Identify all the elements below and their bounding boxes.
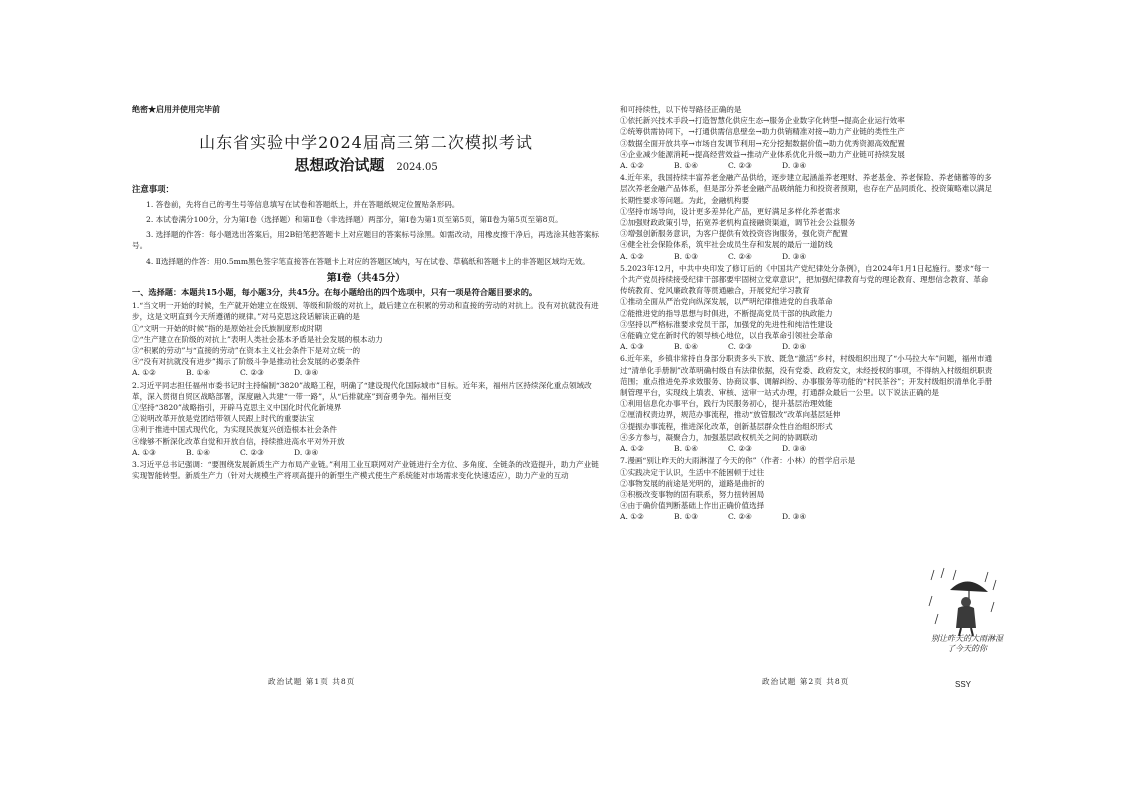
question-3 — [132, 459, 600, 481]
option: B. ①④ — [186, 368, 211, 378]
question-item: ②统筹供需协同下，→打通供需信息壁垒→助力供销精准对接→助力产业链的类性生产 — [620, 127, 905, 137]
question-item: ①利用信息化办事平台，践行为民服务初心，提升基层治理效能 — [620, 399, 833, 409]
option: C. ②③ — [728, 444, 752, 454]
option: B. ①④ — [674, 342, 699, 352]
option: A. ①② — [620, 251, 644, 261]
option: B. ①③ — [674, 512, 699, 522]
option: C. ②④ — [728, 512, 752, 522]
school-title: 山东省实验中学2024届高三第二次模拟考试 — [199, 133, 533, 153]
answer-options — [132, 447, 600, 458]
question-stem: 1.“当文明一开始的时候，生产就开始建立在级别、等级和阶级的对抗上，最后建立在积累的劳动和直接的劳动的对抗上。没有对抗就没有进步，这是文明直到今天所遵循的规律。”对马克思这段话解读正确的是 — [132, 301, 599, 322]
question-item: ①推动全面从严治党向纵深发展，以严明纪律推进党的自我革命 — [620, 297, 833, 307]
confidential-label: 绝密★启用并使用完毕前 — [132, 104, 220, 114]
question-item: ④多方参与，凝聚合力，加强基层政权机关之间的协调联动 — [620, 432, 818, 442]
question-2 — [132, 380, 600, 458]
notice-item: 1. 答卷前，先将自己的考生号等信息填写在试卷和答题纸上，并在答题纸规定位置贴条形码。 — [146, 199, 460, 209]
question-stem: 和可持续性，以下传导路径正确的是 — [620, 105, 742, 114]
question-stem: 4.近年来，我国持续丰富养老金融产品供给，逐步建立起涵盖养老理财、养老基金、养老保险、养老储蓄等的多层次养老金融产品体系，但是部分养老金融产品吸纳能力和投资者预期，也存在产品同质化、投资策略难以满足长期性要求等问题。为此，金融机构要 — [620, 173, 993, 205]
question-stem: 5.2023年12月，中共中央印发了修订后的《中国共产党纪律处分条例》，自2024年1月1日起施行。要求“每一个共产党员持续接受纪律干部都要牢固树立党章意识”，把加强纪律教育与党的理论教育、理想信念教育、革命传统教育、党风廉政教育等贯通融合，开展党纪学习教育 — [620, 263, 990, 296]
question-stem: 7.漫画“别让昨天的大雨淋湿了今天的你”（作者：小林）的哲学启示是 — [620, 456, 856, 466]
answer-options — [620, 341, 995, 352]
section-heading: 一、选择题：本题共15小题，每小题3分，共45分。在每小题给出的四个选项中，只有一项是符合题目要求的。 — [132, 287, 538, 298]
option: A. ①② — [620, 444, 644, 454]
question-item: ③坚持以严格标准要求党员干部，加强党的先进性和纯洁性建设 — [620, 319, 833, 329]
answer-options — [132, 367, 600, 378]
right-page — [620, 104, 995, 524]
option: A. ①② — [620, 512, 644, 522]
option: D. ②④ — [782, 342, 807, 352]
option: B. ①③ — [674, 251, 699, 261]
question-item: ③“积累的劳动”与“直接的劳动”在资本主义社会条件下是对立统一的 — [132, 346, 361, 356]
option: C. ②③ — [728, 342, 752, 352]
question-item: ③提振办事流程，推进深化改革，创新基层群众性自治组织形式 — [620, 421, 833, 431]
question-item: ③积极改变事物的固有联系，努力扭转困局 — [620, 489, 765, 499]
answer-options — [620, 443, 995, 454]
question-item: ②能推进党的指导思想与时俱进，不断提高党员干部的执政能力 — [620, 308, 833, 318]
option: A. ①③ — [132, 447, 156, 457]
option: D. ③④ — [294, 447, 319, 457]
option: B. ①④ — [674, 161, 699, 171]
question-item: ③增强创新服务意识，为客户提供有效投资咨询服务，强化资产配置 — [620, 229, 848, 239]
notice-item: 2. 本试卷满分100分，分为第Ⅰ卷（选择题）和第Ⅱ卷（非选择题）两部分，第Ⅰ卷为第1页至第5页，第Ⅱ卷为第5页至第8页。 — [146, 215, 563, 225]
option: B. ①④ — [674, 444, 699, 454]
notice-item: 3. 选择题的作答：每小题选出答案后，用2B铅笔把答题卡上对应题目的答案标号涂黑。如需改动，用橡皮擦干净后，再选涂其他答案标号。 — [132, 230, 599, 251]
option: D. ③④ — [782, 161, 807, 171]
question-item: ③数据全面开放共享→市场自发调节利用→充分挖掘数据价值→助力优秀资源高效配置 — [620, 138, 905, 148]
question-4 — [620, 172, 995, 262]
part-title: 第Ⅰ卷（共45分） — [326, 272, 406, 284]
answer-options — [620, 160, 995, 171]
subject-title — [132, 156, 600, 175]
question-6 — [620, 353, 995, 454]
notice-title: 注意事项： — [132, 183, 174, 194]
page-footer-right: 政治试题 第2页 共8页 — [762, 677, 850, 686]
option: A. ①② — [132, 368, 156, 378]
question-item: ②厘清权责边界，规范办事流程，推动“放管服改”改革向基层延伸 — [620, 410, 841, 420]
notice-item: 4. Ⅱ选择题的作答：用0.5mm黑色签字笔直接答在答题卡上对应的答题区域内，写在试卷、草稿纸和答题卡上的非答题区域均无效。 — [146, 256, 590, 266]
option: C. ②③ — [728, 161, 752, 171]
question-item: ④“没有对抗就没有进步”揭示了阶级斗争是推动社会发展的必要条件 — [132, 357, 360, 367]
answer-options — [620, 251, 995, 262]
question-5 — [620, 263, 995, 353]
watermark-text: SSY — [955, 680, 972, 689]
question-3-continued — [620, 104, 995, 171]
option: B. ①④ — [186, 447, 211, 457]
option: C. ②③ — [240, 447, 264, 457]
question-7 — [620, 455, 920, 522]
answer-options — [620, 511, 920, 522]
question-item: ①依托新兴技术手段→打造智慧化供应生态→服务企业数字化转型→提高企业运行效率 — [620, 116, 905, 126]
option: C. ②③ — [240, 368, 264, 378]
question-item: ②事物发展的前途是光明的，道路是曲折的 — [620, 478, 765, 488]
question-item: ②“生产建立在阶级的对抗上”表明人类社会基本矛盾是社会发展的根本动力 — [132, 334, 383, 344]
exam-date: 2024.05 — [396, 162, 438, 174]
question-item: ①坚持市场导向，设计更多差异化产品，更好满足多样化养老需求 — [620, 206, 841, 216]
question-item: ④企业减少能源消耗→提高经营效益→推动产业体系优化升级→助力产业链可持续发展 — [620, 149, 905, 159]
question-1 — [132, 300, 600, 378]
question-item: ②加强财政政策引导，拓宽养老机构直接融资渠道，调节社会公益服务 — [620, 218, 856, 228]
question-item: ①坚持“3820”战略指引，开辟马克思主义中国化时代化新境界 — [132, 403, 342, 413]
question-item: ③利于推进中国式现代化，为实现民族复兴创造根本社会条件 — [132, 425, 338, 435]
question-stem: 3.习近平总书记强调：“要围绕发展新质生产力布局产业链。”利用工业互联网对产业链进行全方位、多角度、全链条的改造提升，助力产业链实现智能转型。新质生产力（针对大规模生产将项高提升的新型生产模式使生产系统能对市场需求变化快速适应），助力产业的互动 — [132, 460, 599, 481]
question-stem: 6.近年来，乡镇非常持自身部分职责多头下放、既急“激活”乡村，村级组织出现了“小马拉大车”问题，福州市通过“清单化手册制”改革明确村级自有法律依据，没有党委、政府发文，未经授权的事项，不得纳入村级组织职责范围；重点推进免养求效服务、协商议事、调解纠纷、办事服务等功能的“村民茶谷”；开发村级组织清单化手册制管理平台，实现线上填表、审核、送审一站式办理，打通群众最后一公里。以下说法正确的是 — [620, 354, 993, 398]
page-footer-left: 政治试题 第1页 共8页 — [268, 677, 356, 686]
subject-name: 思想政治试题 — [294, 156, 385, 175]
left-page — [132, 104, 600, 481]
question-item: ④能确立党在新时代的领导核心地位，以自我革命引领社会革命 — [620, 331, 833, 341]
option: D. ③④ — [782, 512, 807, 522]
question-item: ②说明改革开放是党团结带领人民跟上时代的重要法宝 — [132, 414, 315, 424]
option: D. ③④ — [294, 368, 319, 378]
option: C. ②④ — [728, 251, 752, 261]
option: A. ①③ — [620, 342, 644, 352]
question-item: ①实践决定于认识，生活中不能困顿于过往 — [620, 467, 765, 477]
option: D. ③④ — [782, 444, 807, 454]
option: D. ③④ — [782, 251, 807, 261]
notice-list — [132, 199, 600, 267]
cartoon-caption: 别让昨天的大雨淋湿了今天的你 — [931, 634, 1003, 653]
question-item: ④由于确价值判断基础上作出正确价值选择 — [620, 501, 765, 511]
question-stem: 2.习近平同志担任福州市委书记时主持编制“3820”战略工程，明确了“建设现代化国际城市”目标。近年来，福州片区持续深化重点领域改革，深入贯彻自贸区战略部署，深度融入共建“一带一路”，从“后排就座”到奋勇争先。福州巨变 — [132, 380, 592, 401]
option: A. ①② — [620, 161, 644, 171]
question-item: ④健全社会保险体系，筑牢社会成员生存和发展的最后一道防线 — [620, 240, 833, 250]
question-item: ④缘够不断深化改革自觉和开放自信，持续推进高水平对外开放 — [132, 436, 345, 446]
question-item: ①“文明一开始的时候”指的是原始社会氏族制度形成时期 — [132, 323, 323, 333]
